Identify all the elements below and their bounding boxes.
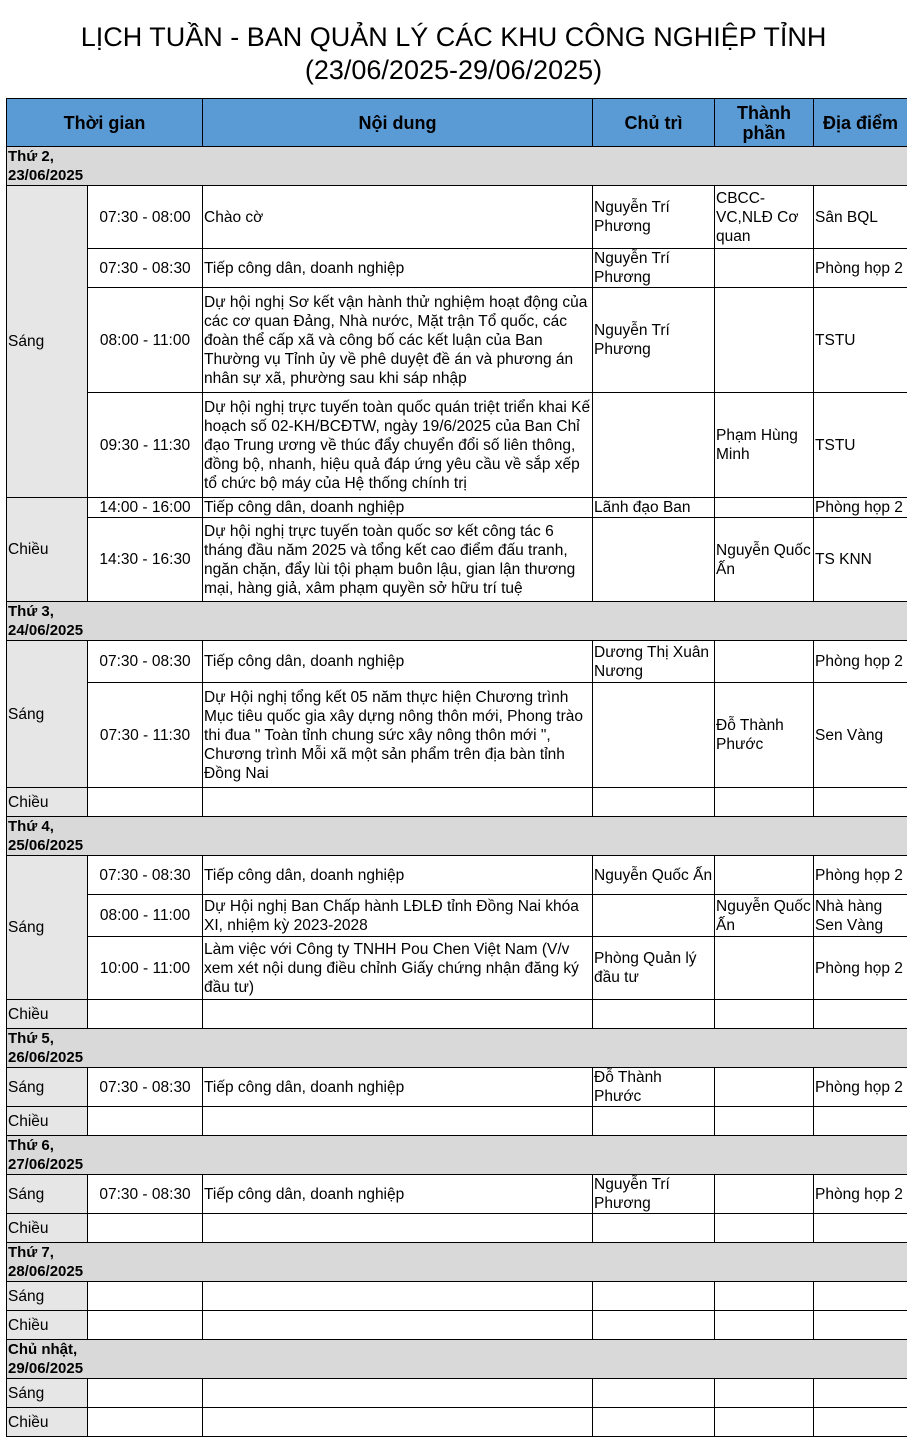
event-content: Làm việc với Công ty TNHH Pou Chen Việt Nam (V/v xem xét nội dung điều chỉnh Giấy chứng nhận đăng ký đầu tư) <box>203 937 593 1000</box>
event-time <box>88 1107 203 1136</box>
col-header-chair: Chủ trì <box>593 99 715 147</box>
event-location: Phòng họp 2 <box>814 1175 907 1214</box>
event-location: Phòng họp 2 <box>814 1068 907 1107</box>
col-header-location: Địa điểm <box>814 99 907 147</box>
event-row <box>7 1175 907 1214</box>
day-header-row <box>7 1136 907 1175</box>
event-time: 09:30 - 11:30 <box>88 393 203 498</box>
event-content <box>203 1282 593 1311</box>
event-content: Tiếp công dân, doanh nghiệp <box>203 641 593 683</box>
event-chair: Dương Thị Xuân Nương <box>593 641 715 683</box>
day-header-row <box>7 147 907 186</box>
event-row <box>7 518 907 602</box>
event-chair: Nguyễn Trí Phương <box>593 1175 715 1214</box>
event-location <box>814 788 907 817</box>
event-row <box>7 1379 907 1408</box>
session-label: Sáng <box>7 1175 88 1214</box>
event-participants: Nguyễn Quốc Ấn <box>715 895 814 937</box>
event-row <box>7 1107 907 1136</box>
event-time <box>88 1408 203 1437</box>
event-content <box>203 1214 593 1243</box>
event-content: Chào cờ <box>203 186 593 249</box>
session-label: Sáng <box>7 186 88 498</box>
event-content: Tiếp công dân, doanh nghiệp <box>203 498 593 518</box>
day-header-row <box>7 817 907 856</box>
event-participants: Đỗ Thành Phước <box>715 683 814 788</box>
event-participants <box>715 1175 814 1214</box>
event-location <box>814 1311 907 1340</box>
event-content <box>203 1408 593 1437</box>
event-time: 07:30 - 08:30 <box>88 249 203 288</box>
event-time <box>88 1379 203 1408</box>
session-label: Chiều <box>7 1107 88 1136</box>
session-label: Chiều <box>7 1408 88 1437</box>
schedule-table <box>6 98 907 1437</box>
event-row <box>7 1000 907 1029</box>
event-row <box>7 1408 907 1437</box>
event-time <box>88 1000 203 1029</box>
event-participants <box>715 1408 814 1437</box>
event-participants <box>715 288 814 393</box>
day-header-fill <box>88 602 907 641</box>
session-label: Sáng <box>7 1379 88 1408</box>
event-participants <box>715 498 814 518</box>
event-location: Phòng họp 2 <box>814 498 907 518</box>
event-chair <box>593 393 715 498</box>
event-time: 07:30 - 08:30 <box>88 856 203 895</box>
event-location: TSTU <box>814 393 907 498</box>
event-chair <box>593 1408 715 1437</box>
event-location <box>814 1107 907 1136</box>
event-participants <box>715 856 814 895</box>
event-content: Dự Hội nghị tổng kết 05 năm thực hiện Chương trình Mục tiêu quốc gia xây dựng nông thôn mới, Phong trào thi đua " Toàn tỉnh chung sức xây nông thôn mới ", Chương trình Mỗi xã một sản phẩm trên địa bàn tỉnh Đồng Nai <box>203 683 593 788</box>
event-location <box>814 1214 907 1243</box>
event-time: 10:00 - 11:00 <box>88 937 203 1000</box>
page-title <box>0 0 907 77</box>
event-time: 07:30 - 11:30 <box>88 683 203 788</box>
event-location <box>814 1379 907 1408</box>
event-location: TS KNN <box>814 518 907 602</box>
schedule-body <box>7 147 907 1437</box>
event-participants <box>715 1068 814 1107</box>
col-header-time: Thời gian <box>7 99 203 147</box>
event-chair: Nguyễn Quốc Ấn <box>593 856 715 895</box>
event-chair: Đỗ Thành Phước <box>593 1068 715 1107</box>
event-chair: Phòng Quản lý đầu tư <box>593 937 715 1000</box>
session-label: Chiều <box>7 1214 88 1243</box>
event-chair: Nguyễn Trí Phương <box>593 288 715 393</box>
event-row <box>7 683 907 788</box>
event-row <box>7 186 907 249</box>
event-location: Nhà hàng Sen Vàng <box>814 895 907 937</box>
event-location <box>814 1408 907 1437</box>
title-line-1: LỊCH TUẦN - BAN QUẢN LÝ CÁC KHU CÔNG NGHIỆP TỈNH <box>0 21 907 54</box>
event-chair <box>593 788 715 817</box>
event-participants <box>715 1214 814 1243</box>
day-header-fill <box>88 147 907 186</box>
event-location: Sen Vàng <box>814 683 907 788</box>
event-time: 07:30 - 08:30 <box>88 1175 203 1214</box>
event-time: 14:00 - 16:00 <box>88 498 203 518</box>
day-label: Thứ 5, 26/06/2025 <box>7 1029 88 1068</box>
event-participants <box>715 1000 814 1029</box>
event-content: Tiếp công dân, doanh nghiệp <box>203 249 593 288</box>
event-content <box>203 1311 593 1340</box>
event-row <box>7 1311 907 1340</box>
event-content <box>203 1000 593 1029</box>
event-content: Tiếp công dân, doanh nghiệp <box>203 1068 593 1107</box>
event-time: 07:30 - 08:00 <box>88 186 203 249</box>
table-header-row <box>7 99 907 147</box>
event-time: 08:00 - 11:00 <box>88 895 203 937</box>
event-row <box>7 393 907 498</box>
day-header-fill <box>88 1136 907 1175</box>
event-content: Dự hội nghị trực tuyến toàn quốc quán triệt triển khai Kế hoạch số 02-KH/BCĐTW, ngày 19/6/2025 của Ban Chỉ đạo Trung ương về thúc đẩy chuyển đổi số liên thông, đồng bộ, nhanh, hiệu quả đáp ứng yêu cầu về sắp xếp tổ chức bộ máy của Hệ thống chính trị <box>203 393 593 498</box>
day-header-fill <box>88 1029 907 1068</box>
event-chair <box>593 1282 715 1311</box>
session-label: Chiều <box>7 498 88 602</box>
event-participants <box>715 1379 814 1408</box>
event-row <box>7 1068 907 1107</box>
event-chair: Nguyễn Trí Phương <box>593 186 715 249</box>
day-label: Chủ nhật, 29/06/2025 <box>7 1340 88 1379</box>
day-label: Thứ 4, 25/06/2025 <box>7 817 88 856</box>
event-content: Tiếp công dân, doanh nghiệp <box>203 856 593 895</box>
event-row <box>7 937 907 1000</box>
event-location <box>814 1282 907 1311</box>
session-label: Sáng <box>7 641 88 788</box>
event-participants <box>715 937 814 1000</box>
title-line-2: (23/06/2025-29/06/2025) <box>0 54 907 87</box>
event-location: Phòng họp 2 <box>814 937 907 1000</box>
event-content: Tiếp công dân, doanh nghiệp <box>203 1175 593 1214</box>
event-row <box>7 895 907 937</box>
event-time: 07:30 - 08:30 <box>88 1068 203 1107</box>
day-label: Thứ 2, 23/06/2025 <box>7 147 88 186</box>
event-row <box>7 249 907 288</box>
event-time <box>88 1282 203 1311</box>
event-location: TSTU <box>814 288 907 393</box>
event-participants <box>715 1282 814 1311</box>
event-chair: Lãnh đạo Ban <box>593 498 715 518</box>
event-chair <box>593 1000 715 1029</box>
event-time <box>88 1214 203 1243</box>
event-location: Phòng họp 2 <box>814 856 907 895</box>
day-header-row <box>7 1340 907 1379</box>
event-participants: CBCC-VC,NLĐ Cơ quan <box>715 186 814 249</box>
event-row <box>7 788 907 817</box>
event-participants <box>715 1311 814 1340</box>
day-header-fill <box>88 1340 907 1379</box>
day-label: Thứ 3, 24/06/2025 <box>7 602 88 641</box>
event-row <box>7 641 907 683</box>
event-location: Sân BQL <box>814 186 907 249</box>
session-label: Sáng <box>7 1068 88 1107</box>
event-row <box>7 1214 907 1243</box>
session-label: Sáng <box>7 1282 88 1311</box>
day-header-row <box>7 1243 907 1282</box>
event-row <box>7 1282 907 1311</box>
event-participants: Phạm Hùng Minh <box>715 393 814 498</box>
event-content <box>203 1107 593 1136</box>
event-participants <box>715 249 814 288</box>
session-label: Chiều <box>7 1311 88 1340</box>
event-time <box>88 1311 203 1340</box>
event-location: Phòng họp 2 <box>814 249 907 288</box>
event-time: 14:30 - 16:30 <box>88 518 203 602</box>
day-label: Thứ 6, 27/06/2025 <box>7 1136 88 1175</box>
event-participants <box>715 788 814 817</box>
event-participants: Nguyễn Quốc Ấn <box>715 518 814 602</box>
event-location: Phòng họp 2 <box>814 641 907 683</box>
day-header-row <box>7 1029 907 1068</box>
event-chair <box>593 1214 715 1243</box>
day-label: Thứ 7, 28/06/2025 <box>7 1243 88 1282</box>
event-chair <box>593 683 715 788</box>
event-chair <box>593 895 715 937</box>
event-chair <box>593 1379 715 1408</box>
event-chair <box>593 1311 715 1340</box>
event-location <box>814 1000 907 1029</box>
event-content: Dự Hội nghị Ban Chấp hành LĐLĐ tỉnh Đồng Nai khóa XI, nhiệm kỳ 2023-2028 <box>203 895 593 937</box>
col-header-participants: Thành phần <box>715 99 814 147</box>
event-content <box>203 1379 593 1408</box>
event-content <box>203 788 593 817</box>
day-header-fill <box>88 1243 907 1282</box>
event-participants <box>715 1107 814 1136</box>
event-time: 07:30 - 08:30 <box>88 641 203 683</box>
event-content: Dự hội nghị trực tuyến toàn quốc sơ kết công tác 6 tháng đầu năm 2025 và tổng kết cao điểm đấu tranh, ngăn chặn, đẩy lùi tội phạm buôn lậu, gian lận thương mại, hàng giả, xâm phạm quyền sở hữu trí tuệ <box>203 518 593 602</box>
event-time: 08:00 - 11:00 <box>88 288 203 393</box>
event-time <box>88 788 203 817</box>
event-row <box>7 498 907 518</box>
event-chair <box>593 518 715 602</box>
session-label: Sáng <box>7 856 88 1000</box>
event-row <box>7 288 907 393</box>
event-chair <box>593 1107 715 1136</box>
day-header-fill <box>88 817 907 856</box>
day-header-row <box>7 602 907 641</box>
event-chair: Nguyễn Trí Phương <box>593 249 715 288</box>
event-participants <box>715 641 814 683</box>
session-label: Chiều <box>7 788 88 817</box>
session-label: Chiều <box>7 1000 88 1029</box>
col-header-content: Nội dung <box>203 99 593 147</box>
event-row <box>7 856 907 895</box>
event-content: Dự hội nghị Sơ kết vận hành thử nghiệm hoạt động của các cơ quan Đảng, Nhà nước, Mặt trận Tổ quốc, các đoàn thể cấp xã và công bố các kết luận của Ban Thường vụ Tỉnh ủy về phê duyệt đề án và phương án nhân sự xã, phường sau khi sáp nhập <box>203 288 593 393</box>
